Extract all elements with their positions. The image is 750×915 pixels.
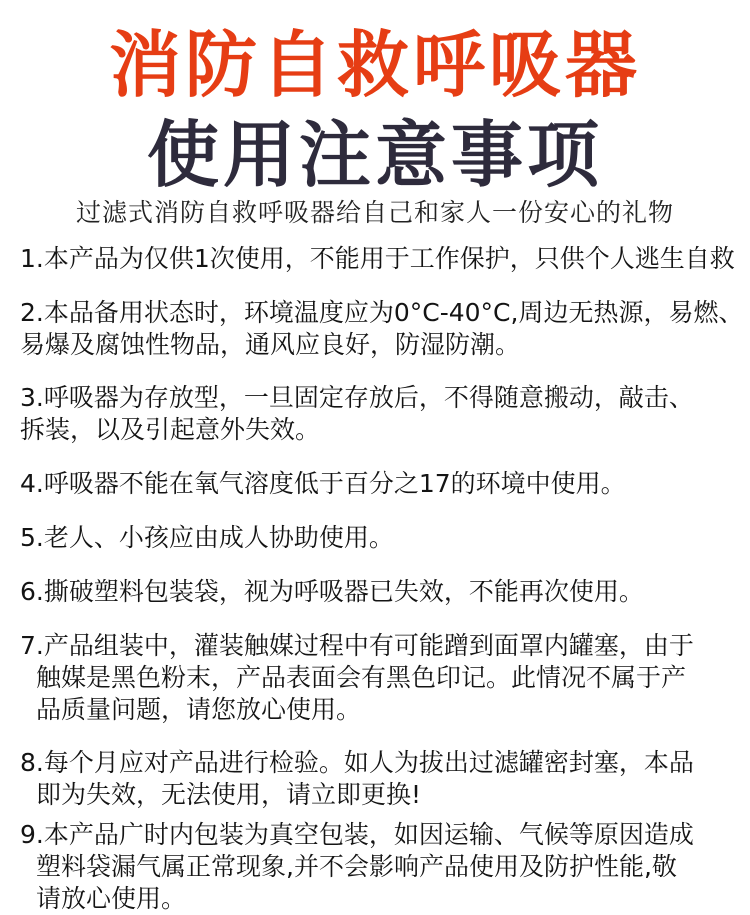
note-item-9 (20, 819, 740, 915)
note-line: 7.产品组装中，灌装触媒过程中有可能蹭到面罩内罐塞，由于 (20, 631, 694, 660)
note-line: 2.本品备用状态时，环境温度应为0°C-40°C,周边无热源，易燃、 (20, 298, 744, 327)
note-line: 3.呼吸器为存放型，一旦固定存放后，不得随意搬动，敲击、 (20, 383, 694, 412)
note-line: 9.本产品广时内包装为真空包装，如因运输、气候等原因造成 (20, 820, 694, 849)
usage-notes-list (20, 243, 744, 915)
note-line: 触媒是黑色粉末，产品表面会有黑色印记。此情况不属于产 (36, 663, 687, 692)
note-line: 即为失效，无法使用，请立即更换! (36, 780, 422, 809)
note-item-8 (20, 747, 740, 811)
note-item-7 (20, 630, 740, 726)
note-item-4 (20, 468, 740, 500)
note-item-1 (20, 243, 740, 275)
note-line: 易爆及腐蚀性物品，通风应良好，防湿防潮。 (20, 330, 521, 359)
note-line: 请放心使用。 (36, 884, 187, 913)
note-line: 4.呼吸器不能在氧气溶度低于百分之17的环境中使用。 (20, 469, 626, 498)
note-line: 品质量问题，请您放心使用。 (36, 695, 362, 724)
note-item-6 (20, 576, 740, 608)
tagline: 过滤式消防自救呼吸器给自己和家人一份安心的礼物 (75, 198, 674, 227)
page-subtitle: 使用注意事项 (146, 113, 603, 197)
note-line: 拆装，以及引起意外失效。 (20, 415, 321, 444)
note-item-5 (20, 522, 740, 554)
note-line: 8.每个月应对产品进行检验。如人为拔出过滤罐密封塞，本品 (20, 748, 694, 777)
note-line: 1.本产品为仅供1次使用，不能用于工作保护，只供个人逃生自救 (20, 244, 735, 273)
note-line: 5.老人、小孩应由成人协助使用。 (20, 523, 394, 552)
note-line: 塑料袋漏气属正常现象,并不会影响产品使用及防护性能,敬 (36, 852, 677, 881)
page-title: 消防自救呼吸器 (108, 23, 641, 107)
note-line: 6.撕破塑料包装袋，视为呼吸器已失效，不能再次使用。 (20, 577, 644, 606)
note-item-2 (20, 297, 744, 361)
note-item-3 (20, 382, 740, 446)
